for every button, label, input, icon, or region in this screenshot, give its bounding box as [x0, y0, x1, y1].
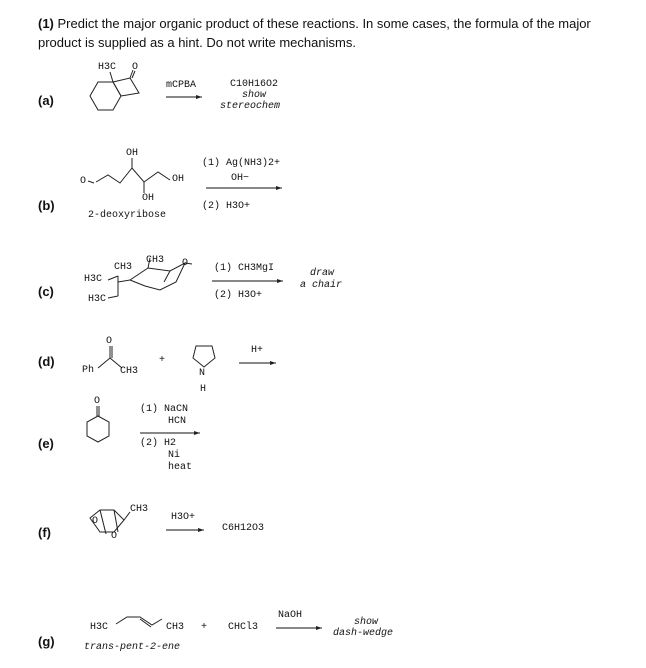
acetophenone-structure: [98, 346, 122, 368]
b-step1-base: OH−: [231, 173, 250, 184]
label-g: (g): [38, 634, 55, 649]
g-plus: +: [201, 622, 208, 633]
label-e: (e): [38, 436, 54, 451]
b-atom-oh-end: OH: [172, 174, 185, 185]
g-note-show: show: [354, 617, 379, 628]
b-atom-oh-top: OH: [126, 148, 139, 159]
e-step2-ni: Ni: [168, 450, 181, 461]
b-compound-name: 2-deoxyribose: [88, 210, 167, 221]
deoxyribose-structure: [88, 158, 170, 193]
e-step1: (1) NaCN: [140, 404, 189, 415]
e-step2: (2) H2: [140, 438, 177, 449]
a-reagent: mCPBA: [166, 80, 197, 91]
c-step1: (1) CH3MgI: [214, 263, 275, 274]
d-atom-h: H: [200, 384, 207, 395]
b-step2: (2) H3O+: [202, 201, 251, 212]
d-plus: +: [159, 355, 166, 366]
a-note-show: show: [242, 90, 267, 101]
a-atom-h3c: H3C: [98, 62, 117, 73]
g-reagent: NaOH: [278, 610, 303, 621]
g-compound-name: trans-pent-2-ene: [84, 642, 181, 653]
g-atom-h3c: H3C: [90, 622, 109, 633]
question-number: (1): [38, 16, 54, 31]
label-a: (a): [38, 93, 54, 108]
d-atom-n: N: [199, 368, 206, 379]
d-atom-ch3: CH3: [120, 366, 139, 377]
label-d: (d): [38, 354, 55, 369]
label-b: (b): [38, 198, 55, 213]
b-atom-o: O: [80, 176, 87, 187]
e-step2-heat: heat: [168, 462, 193, 473]
e-atom-o: O: [94, 396, 101, 407]
c-atom-h3c-a: H3C: [84, 274, 103, 285]
cyclohexanone-structure: [87, 406, 109, 442]
a-hint-formula: C10H16O2: [230, 79, 279, 90]
f-hint-formula: C6H12O3: [222, 523, 265, 534]
c-atom-o: O: [182, 258, 189, 269]
g-atom-ch3: CH3: [166, 622, 185, 633]
c-step2: (2) H3O+: [214, 290, 263, 301]
c-note-draw: draw: [310, 268, 335, 279]
g-reactant-chcl3: CHCl3: [228, 622, 259, 633]
d-atom-ph: Ph: [82, 365, 95, 376]
f-atom-o2: O: [111, 531, 118, 542]
bicyclic-ketone-structure: [90, 70, 139, 110]
a-atom-o: O: [132, 62, 139, 73]
c-atom-ch3-b: CH3: [146, 255, 165, 266]
d-reagent: H+: [251, 345, 264, 356]
e-step1-hcn: HCN: [168, 416, 187, 427]
label-f: (f): [38, 525, 51, 540]
a-note-stereochem: stereochem: [220, 101, 281, 112]
b-atom-oh-bottom: OH: [142, 193, 155, 204]
pentene-structure: [116, 617, 162, 627]
f-reagent: H3O+: [171, 512, 196, 523]
d-atom-o: O: [106, 336, 113, 347]
c-note-chair: a chair: [300, 280, 343, 291]
question-body: Predict the major organic product of these reactions. In some cases, the formula of the major product is supplied as a hint. Do not write mechanisms.: [38, 16, 591, 50]
f-atom-ch3: CH3: [130, 504, 149, 515]
b-step1: (1) Ag(NH3)2+: [202, 158, 281, 169]
label-c: (c): [38, 284, 54, 299]
g-note-dash-wedge: dash-wedge: [333, 628, 394, 639]
f-atom-o1: O: [92, 516, 99, 527]
c-atom-ch3-a: CH3: [114, 262, 133, 273]
c-atom-h3c-b: H3C: [88, 294, 107, 305]
pyrrolidine-structure: [193, 346, 215, 367]
